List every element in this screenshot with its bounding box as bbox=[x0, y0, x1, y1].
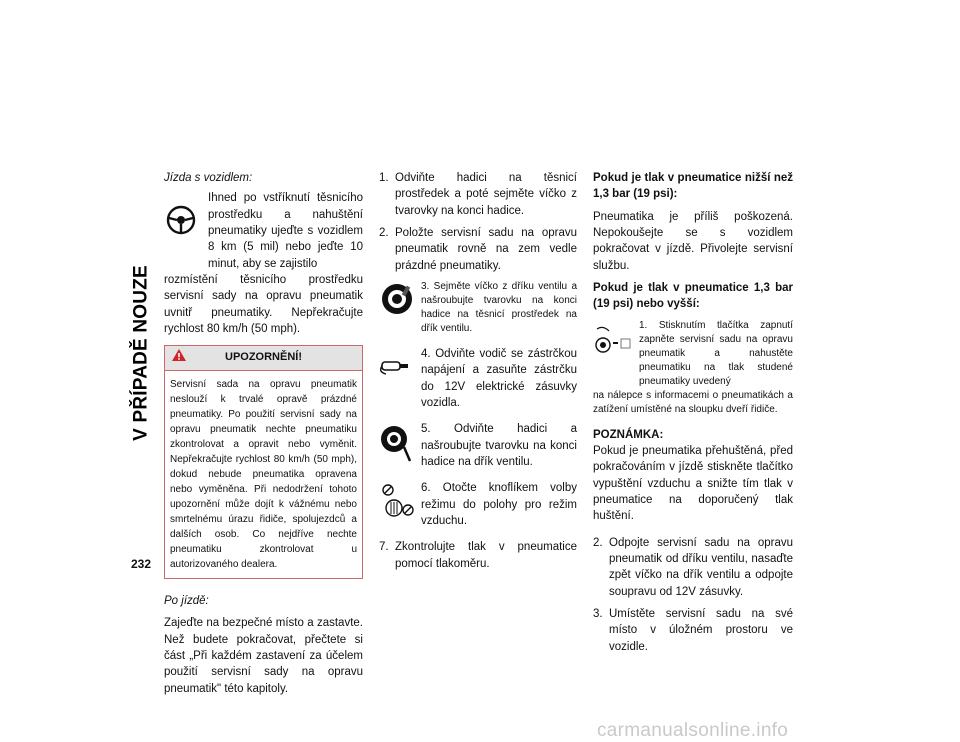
note-text: Pokud je pneumatika přehuštěná, před pokračováním v jízdě stiskněte tlačítko vypuštění vzduchu a snižte tím tlak v pneumatice na doporučený tlak huštění. bbox=[593, 444, 793, 523]
page-number: 232 bbox=[131, 557, 152, 571]
ok-pressure-full-text: na nálepce s informacemi o pneumatikách a zatížení umístěné na sloupku dveří řidiče. bbox=[593, 389, 793, 415]
note-heading: POZNÁMKA: bbox=[593, 428, 664, 441]
valve-stem-icon bbox=[379, 280, 415, 336]
sub-step-3-text: 3. Sejměte víčko z dříku ventilu a našroubujte tvarovku na konci hadice na těsnicí prostředek na dřík ventilu. bbox=[421, 280, 577, 334]
step-1: 1. Odviňte hadici na těsnicí prostředek a poté sejměte víčko z tvarovky na konci hadice. bbox=[379, 172, 577, 217]
compressor-button-icon bbox=[593, 319, 633, 389]
warning-title: UPOZORNĚNÍ! bbox=[225, 351, 302, 364]
sub-step-4-text: 4. Odviňte vodič se zástrčkou napájení a zasuňte zástrčku do 12V elektrické zásuvky vozidla. bbox=[421, 347, 577, 409]
ok-pressure-block bbox=[593, 319, 793, 389]
column-middle bbox=[379, 170, 577, 578]
mode-selector-icon bbox=[379, 480, 415, 529]
warning-triangle-icon bbox=[171, 348, 187, 362]
step-7: 7. Zkontrolujte tlak v pneumatice pomocí tlakoměru. bbox=[379, 541, 577, 570]
final-step-2: 2. Odpojte servisní sadu na opravu pneumatik od dříku ventilu, nasaďte zpět víčko na dřík ventilu a odpojte soupravu od 12V zásuvky. bbox=[593, 536, 793, 598]
sub-step-6-text: 6. Otočte knoflíkem volby režimu do polohy pro režim vzduchu. bbox=[421, 482, 577, 527]
step-2: 2. Položte servisní sadu na opravu pneumatik rovně na zem vedle prázdné pneumatiky. bbox=[379, 226, 577, 272]
low-pressure-text: Pneumatika je příliš poškozená. Nepokoušejte se s vozidlem pokračovat v jízdě. Přivolejte servisní službu. bbox=[593, 210, 793, 272]
driving-text-icon: Ihned po vstříknutí těsnicího prostředku a nahuštění pneumatiky ujeďte s vozidlem 8 km (5 mil) nebo jeďte 10 minut, aby se zajistilo bbox=[208, 192, 363, 270]
power-plug-icon bbox=[379, 346, 415, 411]
heading-driving: Jízda s vozidlem: bbox=[164, 172, 253, 184]
steering-wheel-icon bbox=[164, 190, 198, 272]
sub-step-6 bbox=[379, 480, 577, 529]
warning-box bbox=[164, 345, 363, 579]
sub-step-5 bbox=[379, 421, 577, 470]
watermark: carmanualsonline.info bbox=[597, 720, 789, 741]
driving-text-full: rozmístění těsnicího prostředku servisní sady na opravu pneumatik uvnitř pneumatiky. Nepřekračujte rychlost 80 km/h (50 mph). bbox=[164, 273, 363, 335]
section-side-tab bbox=[128, 168, 156, 538]
sub-step-3 bbox=[379, 280, 577, 336]
heading-ok-pressure: Pokud je tlak v pneumatice 1,3 bar (19 psi) nebo vyšší: bbox=[593, 281, 793, 311]
warning-header bbox=[165, 346, 362, 371]
heading-after-driving: Po jízdě: bbox=[164, 594, 209, 607]
sub-step-4 bbox=[379, 346, 577, 411]
section-tab-label: V PŘÍPADĚ NOUZE bbox=[130, 265, 152, 441]
air-hose-icon bbox=[379, 421, 415, 470]
ok-pressure-icon-text: 1. Stisknutím tlačítka zapnutí zapněte servisní sadu na opravu pneumatik a nahustěte pneumatiku na tlak studené pneumatiky uvedený bbox=[639, 319, 793, 387]
after-driving-text: Zajeďte na bezpečné místo a zastavte. Než budete pokračovat, přečtete si část „Při každém zastavení za účelem použití servisní sady na opravu pneumatik" této kapitoly. bbox=[164, 617, 363, 695]
heading-low-pressure: Pokud je tlak v pneumatice nižší než 1,3 bar (19 psi): bbox=[593, 172, 793, 201]
sub-step-5-text: 5. Odviňte hadici a našroubujte tvarovku na konci hadice na dřík ventilu. bbox=[421, 423, 577, 468]
column-left bbox=[164, 170, 363, 697]
warning-text: Servisní sada na opravu pneumatik neslouží k trvalé opravě prázdné pneumatiky. Po použití servisní sady na opravu pneumatik nechte pneumatiku zkontrolovat a opravit nebo vyměnit. Nepřekračujte rychlost 80 km/h (50 mph), dokud nebude pneumatika opravena nebo vyměněna. Při nedodržení tohoto upozornění může dojít k vážnému nebo smrtelnému úrazu řidiče, spolujezdců a dalších osob. Co nejdříve nechte pneumatiku zkontrolovat u autorizovaného dealera. bbox=[170, 378, 357, 570]
final-step-3: 3. Umístěte servisní sadu na své místo v úložném prostoru ve vozidle. bbox=[593, 607, 793, 653]
column-right bbox=[593, 170, 793, 661]
driving-block bbox=[164, 190, 363, 272]
